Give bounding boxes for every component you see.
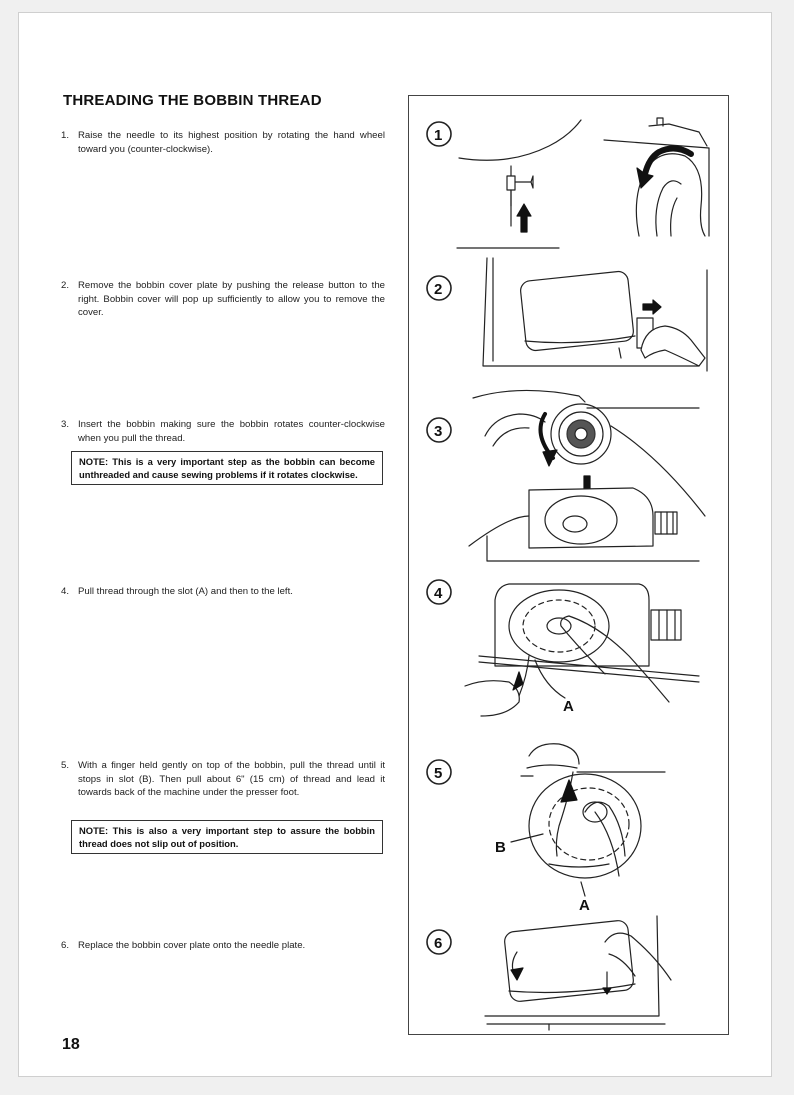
step-badge-6 bbox=[427, 930, 451, 954]
step-1-illustration bbox=[457, 118, 709, 248]
step-badge-5 bbox=[427, 760, 451, 784]
svg-text:2: 2 bbox=[434, 281, 443, 298]
step-5-illustration bbox=[511, 744, 665, 896]
step-text: Pull thread through the slot (A) and then to the left. bbox=[78, 586, 293, 597]
step-2 bbox=[61, 279, 385, 320]
step-number: 1. bbox=[61, 130, 70, 141]
page-number: 18 bbox=[62, 1036, 80, 1053]
step-number: 5. bbox=[61, 760, 70, 771]
step-text: With a finger held gently on top of the bobbin, pull the thread until it stops in slot (B). Then pull about 6" (15 cm) of thread and lead it towards back of the machine under the presser foot. bbox=[78, 760, 385, 798]
step-4 bbox=[61, 585, 385, 599]
step-badge-2 bbox=[427, 276, 451, 300]
step-badge-1 bbox=[427, 122, 451, 146]
step-4-illustration bbox=[465, 584, 699, 716]
step-text: Remove the bobbin cover plate by pushing the release button to the right. Bobbin cover will pop up sufficiently to allow you to remove the cover. bbox=[78, 280, 385, 318]
step-number: 2. bbox=[61, 280, 70, 291]
svg-text:4: 4 bbox=[434, 585, 443, 602]
note-box-thread-position: NOTE: This is also a very important step to assure the bobbin thread does not slip out of position. bbox=[71, 820, 383, 854]
step-3 bbox=[61, 418, 385, 445]
step-3-illustration bbox=[469, 390, 705, 561]
label-slot-b: B bbox=[495, 839, 506, 856]
svg-text:3: 3 bbox=[434, 423, 443, 440]
section-title: THREADING THE BOBBIN THREAD bbox=[63, 92, 322, 109]
illustration-panel bbox=[408, 95, 729, 1035]
step-2-illustration bbox=[483, 258, 707, 371]
step-number: 4. bbox=[61, 586, 70, 597]
step-5 bbox=[61, 759, 385, 800]
svg-text:6: 6 bbox=[434, 935, 443, 952]
svg-text:1: 1 bbox=[434, 127, 443, 144]
step-6 bbox=[61, 939, 385, 953]
note-box-bobbin-rotation: NOTE: This is a very important step as the bobbin can become unthreaded and cause sewing problems if it rotates clockwise. bbox=[71, 451, 383, 485]
step-number: 3. bbox=[61, 419, 70, 430]
step-text: Raise the needle to its highest position by rotating the hand wheel toward you (counter-clockwise). bbox=[78, 130, 385, 155]
step-text: Replace the bobbin cover plate onto the needle plate. bbox=[78, 940, 306, 951]
step-badge-4 bbox=[427, 580, 451, 604]
label-slot-a: A bbox=[563, 698, 574, 715]
svg-text:5: 5 bbox=[434, 765, 443, 782]
step-6-illustration bbox=[485, 916, 671, 1030]
step-number: 6. bbox=[61, 940, 70, 951]
step-badge-3 bbox=[427, 418, 451, 442]
manual-page bbox=[18, 12, 772, 1077]
illustration-drawings bbox=[409, 96, 730, 1036]
label-slot-a-step5: A bbox=[579, 897, 590, 914]
step-1 bbox=[61, 129, 385, 156]
step-text: Insert the bobbin making sure the bobbin rotates counter-clockwise when you pull the thread. bbox=[78, 419, 385, 444]
